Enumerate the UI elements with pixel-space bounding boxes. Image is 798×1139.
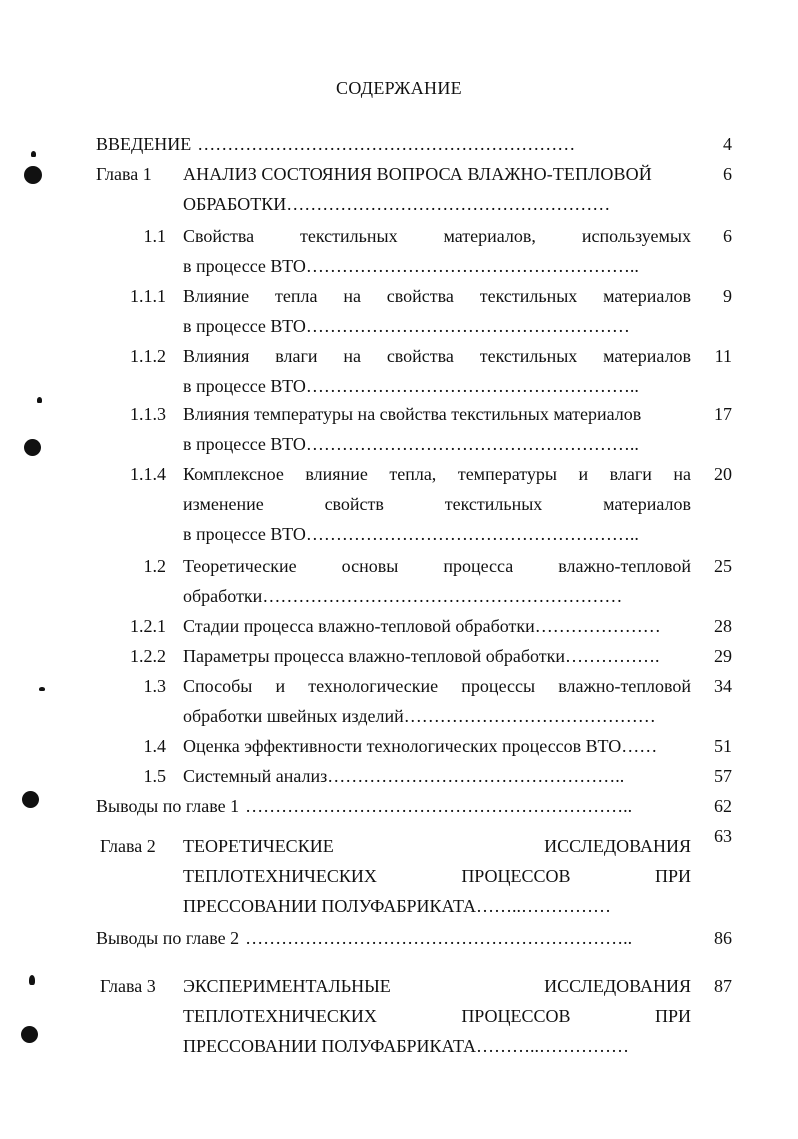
toc-chapter-num: Глава 2 [100, 836, 156, 856]
toc-section-title-cont: изменение свойств текстильных материалов [183, 494, 692, 514]
scan-speck [39, 687, 45, 691]
toc-section-title-cont: обработки…………………………………………………… [183, 586, 623, 606]
toc-chapter-title-cont: ПРЕССОВАНИИ ПОЛУФАБРИКАТА………..…………… [183, 1036, 630, 1056]
toc-label: Выводы по главе 2 [96, 928, 240, 948]
toc-chapter-title: ЭКСПЕРИМЕНТАЛЬНЫЕ ИССЛЕДОВАНИЯ [183, 976, 691, 996]
toc-chapter-title-cont: ТЕПЛОТЕХНИЧЕСКИХ ПРОЦЕССОВ ПРИ [183, 866, 691, 886]
toc-section-title-cont: в процессе ВТО……………………………………………….. [183, 434, 639, 454]
toc-chapter-title: ТЕОРЕТИЧЕСКИЕ ИССЛЕДОВАНИЯ [183, 836, 691, 856]
toc-label: Выводы по главе 1 [96, 796, 240, 816]
toc-section-title: Свойства текстильных материалов, используемых [183, 226, 692, 246]
toc-chapter-title-cont: ПРЕССОВАНИИ ПОЛУФАБРИКАТА……..…………… [183, 896, 612, 916]
toc-section-title: Стадии процесса влажно-тепловой обработки………………… [183, 616, 661, 636]
toc-page: 9 [723, 286, 732, 306]
toc-section-num: 1.2.2 [130, 646, 166, 666]
toc-chapter-num: Глава 1 [96, 164, 152, 184]
page-title: СОДЕРЖАНИЕ [336, 78, 462, 98]
toc-page: 28 [714, 616, 732, 636]
toc-section-num: 1.2 [143, 556, 166, 576]
toc-page: 62 [714, 796, 732, 816]
toc-page: 17 [714, 404, 732, 424]
toc-leader: ……………………………………………………… [197, 134, 576, 154]
binder-hole [24, 439, 41, 456]
toc-section-num: 1.2.1 [130, 616, 166, 636]
toc-section-num: 1.1.4 [130, 464, 166, 484]
scan-speck [31, 151, 36, 157]
toc-chapter-num: Глава 3 [100, 976, 156, 996]
toc-page: 63 [714, 826, 732, 846]
toc-section-title: Влияние тепла на свойства текстильных материалов [183, 286, 692, 306]
toc-section-num: 1.4 [143, 736, 166, 756]
toc-section-num: 1.1.1 [130, 286, 166, 306]
toc-section-num: 1.1.2 [130, 346, 166, 366]
toc-page: 87 [714, 976, 732, 996]
toc-section-title: Теоретические основы процесса влажно-тепловой [183, 556, 692, 576]
toc-section-title-cont: обработки швейных изделий…………………………………… [183, 706, 656, 726]
toc-page: 11 [714, 346, 732, 366]
toc-page: 6 [723, 164, 732, 184]
binder-hole [24, 166, 42, 184]
toc-section-title-cont: в процессе ВТО……………………………………………….. [183, 524, 639, 544]
toc-chapter-title-cont: ОБРАБОТКИ……………………………………………… [183, 194, 611, 214]
toc-page: 86 [714, 928, 732, 948]
toc-section-num: 1.1 [143, 226, 166, 246]
toc-section-title: Оценка эффективности технологических процессов ВТО…… [183, 736, 658, 756]
toc-page: 4 [723, 134, 732, 154]
toc-page: 57 [714, 766, 732, 786]
toc-section-num: 1.5 [143, 766, 166, 786]
toc-section-title: Влияния влаги на свойства текстильных материалов [183, 346, 692, 366]
toc-section-title-cont: в процессе ВТО……………………………………………… [183, 316, 630, 336]
toc-page: 20 [714, 464, 732, 484]
toc-page: 29 [714, 646, 732, 666]
scan-speck [29, 975, 35, 985]
toc-section-title: Параметры процесса влажно-тепловой обработки……………. [183, 646, 660, 666]
toc-section-title-cont: в процессе ВТО……………………………………………….. [183, 256, 639, 276]
toc-page: 51 [714, 736, 732, 756]
toc-section-num: 1.1.3 [130, 404, 166, 424]
toc-entry-conclusions-2 [96, 928, 632, 949]
toc-page: 6 [723, 226, 732, 246]
toc-page: 25 [714, 556, 732, 576]
toc-label: ВВЕДЕНИЕ [96, 134, 192, 154]
toc-section-title: Системный анализ………………………………………….. [183, 766, 625, 786]
toc-chapter-title-cont: ТЕПЛОТЕХНИЧЕСКИХ ПРОЦЕССОВ ПРИ [183, 1006, 691, 1026]
toc-page: 34 [714, 676, 732, 696]
toc-section-title: Комплексное влияние тепла, температуры и влаги на [183, 464, 692, 484]
toc-entry-intro [96, 134, 575, 155]
binder-hole [21, 1026, 38, 1043]
toc-leader: ……………………………………………………….. [245, 796, 633, 816]
binder-hole [22, 791, 39, 808]
toc-section-num: 1.3 [143, 676, 166, 696]
toc-section-title: Способы и технологические процессы влажно-тепловой [183, 676, 692, 696]
toc-chapter-title: АНАЛИЗ СОСТОЯНИЯ ВОПРОСА ВЛАЖНО-ТЕПЛОВОЙ [183, 164, 652, 184]
scan-speck [37, 397, 42, 403]
toc-section-title: Влияния температуры на свойства текстильных материалов [183, 404, 642, 424]
toc-leader: ……………………………………………………….. [245, 928, 633, 948]
toc-section-title-cont: в процессе ВТО……………………………………………….. [183, 376, 639, 396]
toc-entry-conclusions-1 [96, 796, 632, 817]
